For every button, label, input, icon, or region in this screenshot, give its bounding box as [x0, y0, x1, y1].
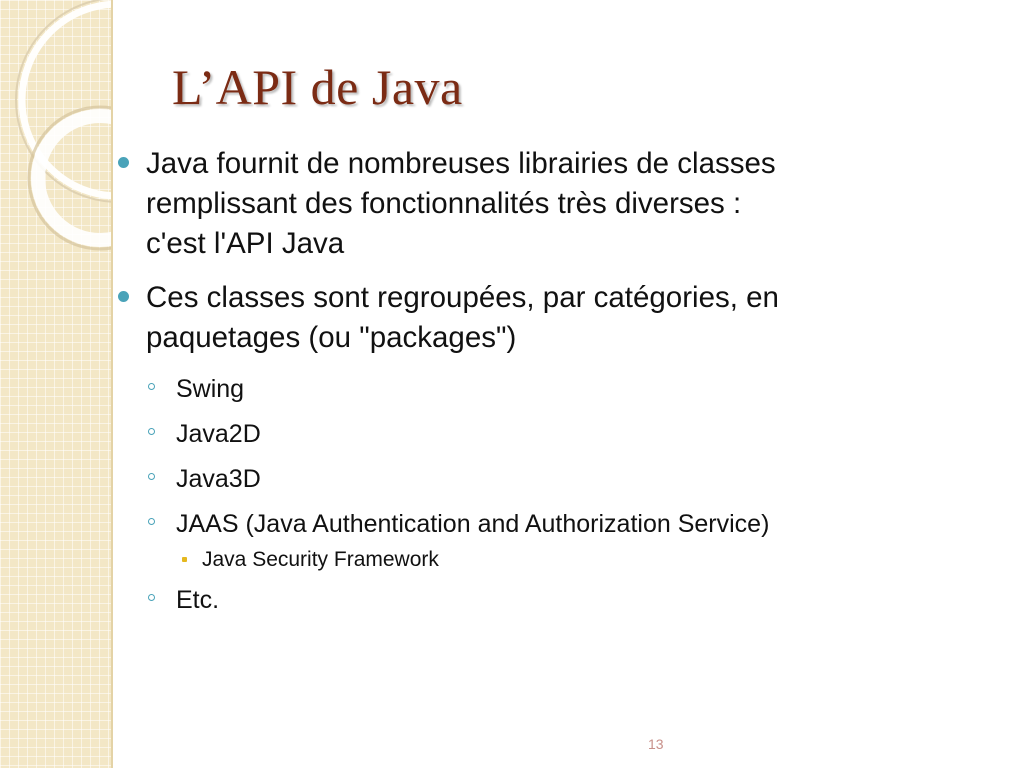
bullet-text-line: paquetages (ou "packages"): [146, 321, 517, 354]
slide-title: L’API de Java: [172, 59, 463, 115]
sub-bullet-item: [112, 372, 992, 406]
bullet-text-line: c'est l'API Java: [146, 227, 345, 260]
decorative-rings-icon: [0, 0, 113, 768]
bullet-dot-icon: [118, 157, 129, 168]
sub-bullet-item: [112, 462, 992, 496]
bullet-text-line: Ces classes sont regroupées, par catégories, en: [146, 281, 779, 314]
sub-bullet-text: Java3D: [176, 465, 261, 493]
bullet-ring-icon: [148, 518, 155, 525]
slide-body: [112, 144, 992, 628]
bullet-text-line: Java fournit de nombreuses librairies de classes: [146, 147, 776, 180]
sub-bullet-item: [112, 583, 992, 617]
decorative-side-panel: [0, 0, 113, 768]
bullet-ring-icon: [148, 383, 155, 390]
sub-bullet-text: JAAS (Java Authentication and Authorization Service): [176, 510, 770, 538]
bullet-item: [112, 278, 992, 358]
bullet-ring-icon: [148, 428, 155, 435]
sub-sub-bullet-item: [112, 546, 992, 574]
sub-bullet-item: [112, 507, 992, 541]
sub-bullet-text: Java2D: [176, 420, 261, 448]
sub-bullet-text: Etc.: [176, 586, 220, 614]
bullet-square-icon: [182, 557, 187, 562]
bullet-ring-icon: [148, 473, 155, 480]
bullet-item: [112, 144, 992, 264]
sub-bullet-text: Swing: [176, 375, 245, 403]
bullet-ring-icon: [148, 594, 155, 601]
slide-number: 13: [648, 736, 664, 752]
bullet-text-line: remplissant des fonctionnalités très diverses :: [146, 187, 742, 220]
bullet-dot-icon: [118, 291, 129, 302]
sub-bullet-item: [112, 417, 992, 451]
sub-sub-bullet-text: Java Security Framework: [202, 548, 439, 571]
